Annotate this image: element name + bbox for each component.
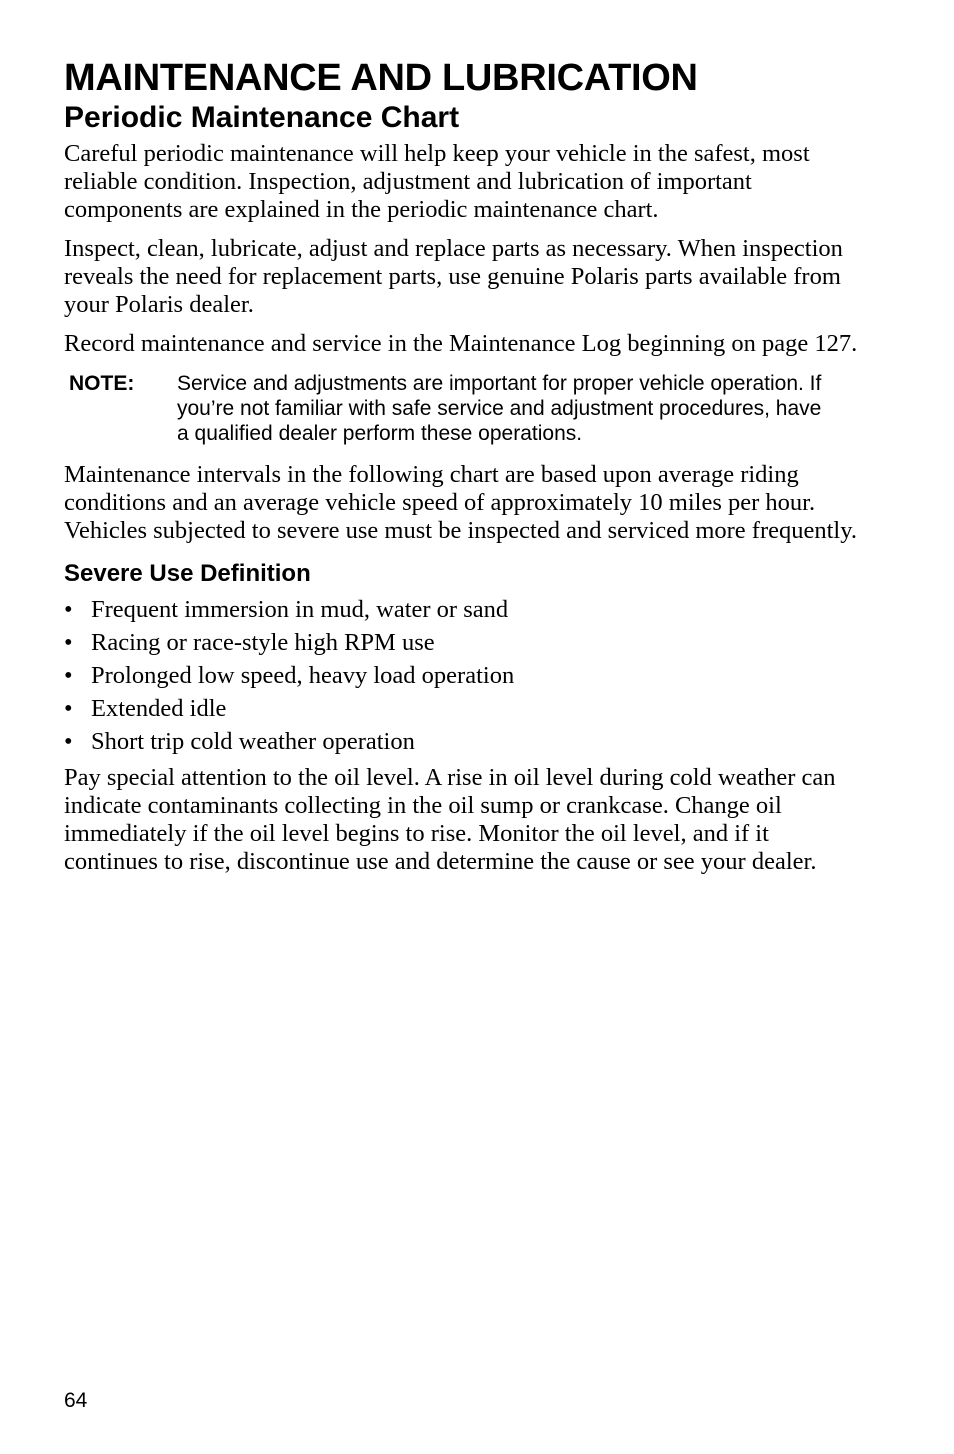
page-title: MAINTENANCE AND LUBRICATION bbox=[64, 57, 698, 99]
list-item bbox=[64, 593, 864, 626]
bullet-icon: • bbox=[64, 728, 73, 755]
note-block bbox=[69, 371, 864, 446]
bullet-icon: • bbox=[64, 662, 73, 689]
interval-paragraph: Maintenance intervals in the following chart are based upon average riding conditions and an average vehicle speed of approximately 10 miles per hour. Vehicles subjected to severe use must be inspected and serviced more frequently. bbox=[64, 461, 858, 544]
list-item-text: Short trip cold weather operation bbox=[91, 728, 415, 755]
oil-paragraph: Pay special attention to the oil level. A rise in oil level during cold weather can indicate contaminants collecting in the oil sump or crankcase. Change oil immediately if the oil level begins to rise. Monitor the oil level, and if it continues to rise, discontinue use and determine the cause or see your dealer. bbox=[64, 764, 836, 875]
severe-use-list bbox=[64, 593, 864, 758]
severe-use-heading: Severe Use Definition bbox=[64, 560, 311, 587]
intro-paragraph-3: Record maintenance and service in the Maintenance Log beginning on page 127. bbox=[64, 330, 858, 357]
list-item bbox=[64, 725, 864, 758]
intro-paragraph-1: Careful periodic maintenance will help keep your vehicle in the safest, most reliable condition. Inspection, adjustment and lubrication of important components are explained in the periodic maintenance chart. bbox=[64, 140, 810, 223]
list-item bbox=[64, 659, 864, 692]
bullet-icon: • bbox=[64, 629, 73, 656]
page-content bbox=[64, 56, 864, 887]
section-title: Periodic Maintenance Chart bbox=[64, 101, 460, 134]
page-number: 64 bbox=[64, 1389, 88, 1412]
list-item bbox=[64, 626, 864, 659]
list-item bbox=[64, 692, 864, 725]
list-item-text: Prolonged low speed, heavy load operation bbox=[91, 662, 515, 689]
note-text: Service and adjustments are important for proper vehicle operation. If you’re not familiar with safe service and adjustment procedures, have a qualified dealer perform these operations. bbox=[177, 372, 822, 445]
bullet-icon: • bbox=[64, 695, 73, 722]
list-item-text: Frequent immersion in mud, water or sand bbox=[91, 596, 509, 623]
bullet-icon: • bbox=[64, 596, 73, 623]
list-item-text: Racing or race-style high RPM use bbox=[91, 629, 435, 656]
list-item-text: Extended idle bbox=[91, 695, 227, 722]
intro-paragraph-2: Inspect, clean, lubricate, adjust and replace parts as necessary. When inspection reveals the need for replacement parts, use genuine Polaris parts available from your Polaris dealer. bbox=[64, 235, 843, 318]
note-label: NOTE: bbox=[69, 372, 135, 395]
